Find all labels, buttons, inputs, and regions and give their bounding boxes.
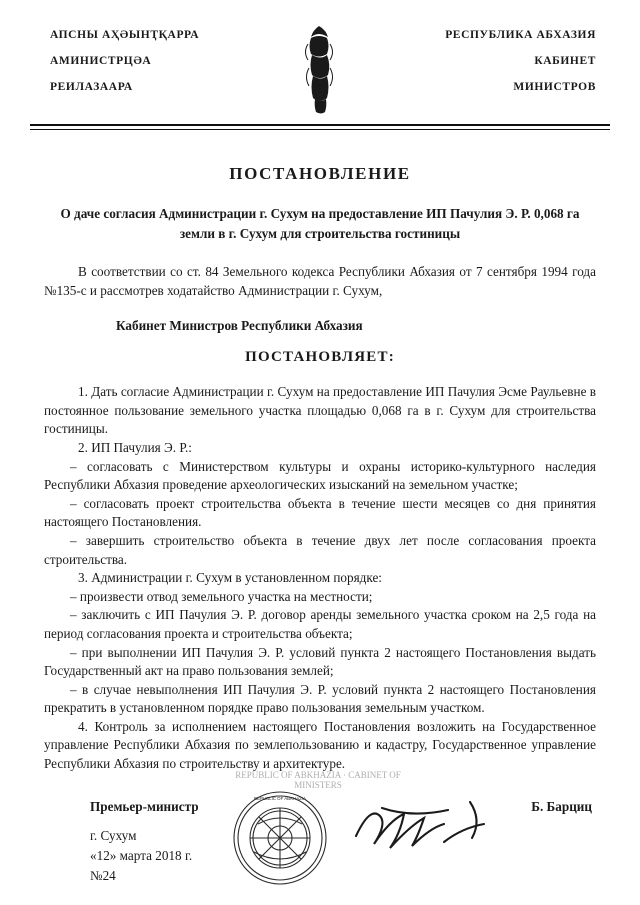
signatory-role: Премьер-министр — [90, 798, 199, 814]
signature-row — [44, 799, 596, 815]
document-item: – согласовать проект строительства объекта в течение шести месяцев со дня принятия настоящего Постановления. — [44, 495, 596, 530]
header-left-block — [40, 22, 263, 100]
document-item: 3. Администрации г. Сухум в установленном порядке: — [78, 570, 382, 586]
document-item: – в случае невыполнения ИП Пачулия Э. Р. условий пункта 2 настоящего Постановления прекратить в установленном порядке право пользования земельным участком. — [44, 681, 596, 716]
stamp-text: REPUBLIC OF ABKHAZIA · CABINET OF MINISTERS — [235, 770, 401, 790]
resolves-heading: ПОСТАНОВЛЯЕТ: — [245, 349, 395, 366]
header-left-line-1: АПСНЫ АҲӘЫНҬҚАРРА — [50, 29, 200, 41]
document-item: – завершить строительство объекта в течение двух лет после согласования проекта строительства. — [44, 532, 596, 567]
header-right-line-3: МИНИСТРОВ — [513, 81, 596, 93]
document-body — [0, 164, 640, 886]
signature-meta — [44, 826, 596, 886]
document-header — [0, 0, 640, 116]
header-divider — [30, 124, 610, 130]
document-item: – заключить с ИП Пачулия Э. Р. договор аренды земельного участка сроком на 2,5 года на период согласования проекта и строительства объекта; — [44, 607, 596, 641]
header-right-line-2: КАБИНЕТ — [534, 55, 596, 67]
cabinet-line: Кабинет Министров Республики Абхазия — [116, 318, 363, 334]
header-right-line-1: РЕСПУБЛИКА АБХАЗИЯ — [445, 29, 596, 41]
signature-date: «12» марта 2018 г. — [90, 847, 193, 863]
page-title: ПОСТАНОВЛЕНИЕ — [229, 164, 411, 183]
document-preamble: В соответствии со ст. 84 Земельного кодекса Республики Абхазия от 7 сентября 1994 года №135-с и рассмотрев ходатайство Администрации г. Сухум, — [44, 264, 596, 298]
document-item: 2. ИП Пачулия Э. Р.: — [78, 439, 192, 455]
document-item: 4. Контроль за исполнением настоящего Постановления возложить на Государственное управление Республики Абхазия по землепользованию и кадастру, Государственное управление Республики Абхазия по строительству и архитектуре. — [44, 718, 596, 772]
document-item: 1. Дать согласие Администрации г. Сухум на предоставление ИП Пачулия Эсме Раульевне в постоянное пользование земельного участка площадью 0,068 га в г. Сухум для строительства гостиницы. — [44, 384, 596, 437]
signatory-name: Б. Барциц — [531, 798, 592, 814]
signature-place: г. Сухум — [90, 827, 137, 843]
header-left-line-2: АМИНИСТРЦӘА — [50, 55, 152, 67]
svg-text:REPUBLIC OF ABKHAZIA: REPUBLIC OF ABKHAZIA — [254, 796, 306, 801]
header-right-block — [381, 22, 600, 100]
document-subject: О даче согласия Администрации г. Сухум на предоставление ИП Пачулия Э. Р. 0,068 га земли в г. Сухум для строительства гостиницы — [60, 206, 580, 241]
abkhazia-coat-of-arms-icon — [292, 22, 352, 116]
document-item: – произвести отвод земельного участка на местности; — [70, 588, 373, 604]
header-left-line-3: РЕИЛАЗААРА — [50, 81, 133, 93]
document-item: – при выполнении ИП Пачулия Э. Р. условий пункта 2 настоящего Постановления выдать Государственный акт на право пользования землей; — [44, 644, 596, 679]
document-items — [44, 383, 596, 773]
document-item: – согласовать с Министерством культуры и охраны историко-культурного наследия Республики Абхазия проведение археологических изысканий на земельном участке; — [44, 458, 596, 493]
document-number: №24 — [90, 867, 116, 883]
